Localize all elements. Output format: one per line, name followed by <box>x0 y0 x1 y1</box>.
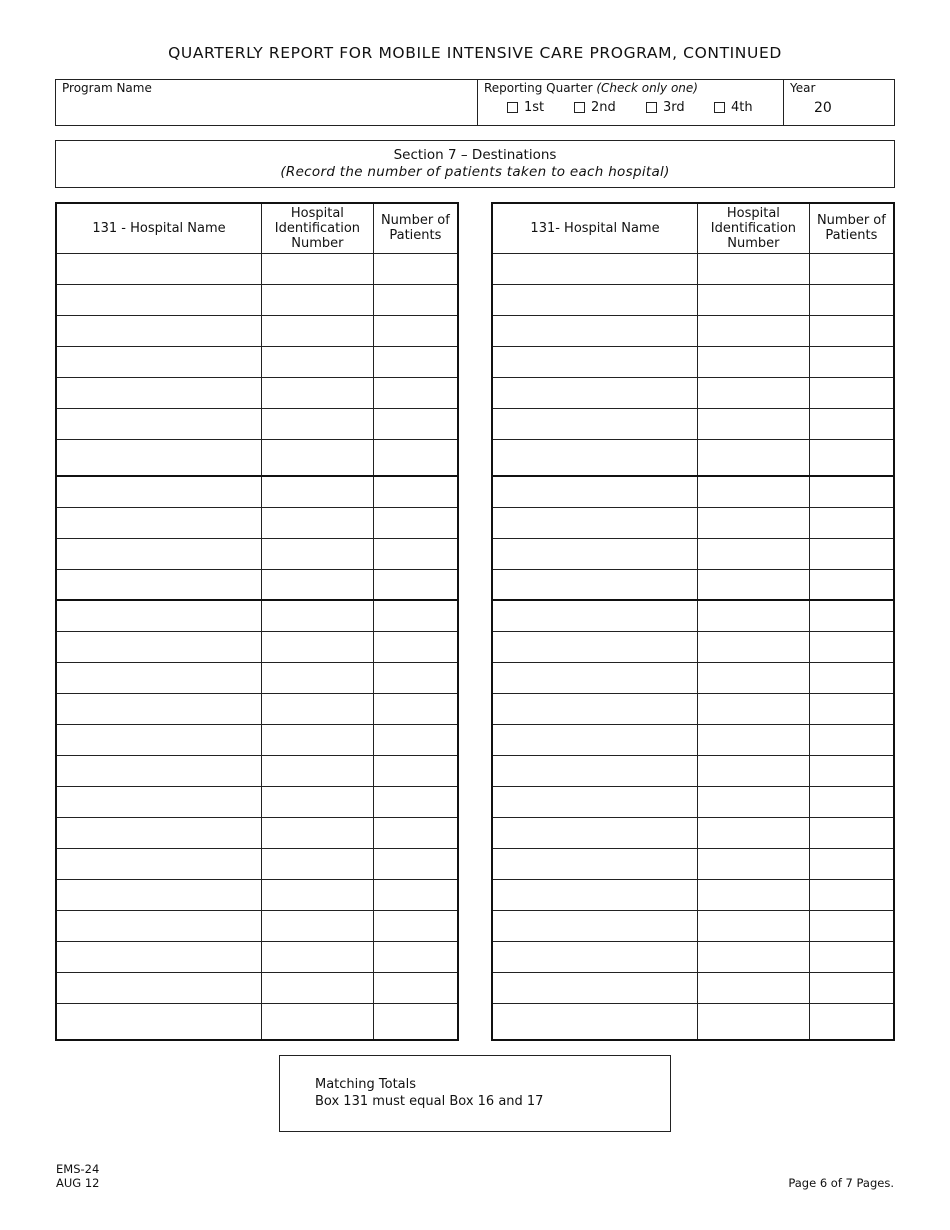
totals-rule: Box 131 must equal Box 16 and 17 <box>315 1094 544 1109</box>
hospital-id-cell[interactable] <box>262 569 374 600</box>
hospital-id-cell[interactable] <box>698 631 810 662</box>
patients-count-cell[interactable] <box>809 600 894 631</box>
quarter-option-1st[interactable]: 1st <box>507 100 544 115</box>
hospital-id-cell[interactable] <box>262 848 374 879</box>
hospital-name-cell[interactable] <box>492 439 698 476</box>
patients-count-cell[interactable] <box>809 693 894 724</box>
hospital-id-cell[interactable] <box>262 755 374 786</box>
table-row <box>56 476 458 507</box>
hospital-name-cell[interactable] <box>492 284 698 315</box>
hospital-name-cell[interactable] <box>56 662 262 693</box>
table-row <box>492 569 894 600</box>
table-row <box>56 253 458 284</box>
program-name-field[interactable] <box>56 80 478 125</box>
checkbox-icon[interactable] <box>714 102 725 113</box>
table-row <box>56 786 458 817</box>
patients-count-cell[interactable] <box>373 910 458 941</box>
form-date: AUG 12 <box>56 1176 100 1190</box>
hospital-name-cell[interactable] <box>56 910 262 941</box>
hospital-name-cell[interactable] <box>492 507 698 538</box>
patients-count-cell[interactable] <box>373 755 458 786</box>
table-row <box>56 662 458 693</box>
hospital-name-cell[interactable] <box>56 507 262 538</box>
hospital-name-cell[interactable] <box>56 848 262 879</box>
patients-count-cell[interactable] <box>373 1003 458 1040</box>
patients-count-cell[interactable] <box>809 662 894 693</box>
hospital-name-cell[interactable] <box>492 1003 698 1040</box>
patients-count-cell[interactable] <box>809 253 894 284</box>
table-row <box>492 724 894 755</box>
table-row <box>492 284 894 315</box>
hospital-id-cell[interactable] <box>698 972 810 1003</box>
hospital-id-cell[interactable] <box>262 631 374 662</box>
table-row <box>492 507 894 538</box>
patients-count-cell[interactable] <box>373 408 458 439</box>
hospital-id-cell[interactable] <box>698 941 810 972</box>
matching-totals-box <box>279 1055 671 1132</box>
table-row <box>56 507 458 538</box>
patients-count-cell[interactable] <box>809 284 894 315</box>
hospital-id-cell[interactable] <box>262 315 374 346</box>
patients-count-cell[interactable] <box>373 315 458 346</box>
hospital-name-cell[interactable] <box>492 315 698 346</box>
year-prefix: 20 <box>814 100 832 116</box>
hospital-name-cell[interactable] <box>56 631 262 662</box>
patients-count-cell[interactable] <box>809 755 894 786</box>
hospital-name-cell[interactable] <box>492 600 698 631</box>
table-row <box>56 284 458 315</box>
hospital-id-cell[interactable] <box>698 724 810 755</box>
hospital-id-cell[interactable] <box>698 284 810 315</box>
hospital-id-cell[interactable] <box>698 377 810 408</box>
hospital-name-cell[interactable] <box>492 941 698 972</box>
hospital-name-cell[interactable] <box>492 724 698 755</box>
hospital-id-cell[interactable] <box>262 253 374 284</box>
column-header-hospital-name: 131 - Hospital Name <box>56 203 262 253</box>
hospital-id-cell[interactable] <box>262 408 374 439</box>
patients-count-cell[interactable] <box>809 848 894 879</box>
hospital-name-cell[interactable] <box>492 786 698 817</box>
hospital-id-cell[interactable] <box>262 662 374 693</box>
table-row <box>56 848 458 879</box>
patients-count-cell[interactable] <box>373 538 458 569</box>
patients-count-cell[interactable] <box>809 408 894 439</box>
hospital-name-cell[interactable] <box>56 600 262 631</box>
patients-count-cell[interactable] <box>809 315 894 346</box>
hospital-id-cell[interactable] <box>698 817 810 848</box>
form-identifier <box>56 1162 99 1190</box>
checkbox-icon[interactable] <box>646 102 657 113</box>
patients-count-cell[interactable] <box>373 724 458 755</box>
table-row <box>492 786 894 817</box>
hospital-id-cell[interactable] <box>698 786 810 817</box>
patients-count-cell[interactable] <box>809 377 894 408</box>
hospital-id-cell[interactable] <box>698 910 810 941</box>
hospital-id-cell[interactable] <box>262 284 374 315</box>
table-row <box>492 848 894 879</box>
year-field[interactable] <box>784 80 895 125</box>
hospital-name-cell[interactable] <box>56 377 262 408</box>
table-row <box>56 408 458 439</box>
table-row <box>492 600 894 631</box>
page-number: Page 6 of 7 Pages. <box>788 1176 894 1190</box>
hospital-name-cell[interactable] <box>56 408 262 439</box>
hospital-id-cell[interactable] <box>262 377 374 408</box>
patients-count-cell[interactable] <box>809 941 894 972</box>
column-header-hospital-id: Hospital Identification Number <box>262 203 374 253</box>
table-row <box>56 724 458 755</box>
table-row <box>56 693 458 724</box>
year-label: Year <box>790 81 816 95</box>
patients-count-cell[interactable] <box>373 693 458 724</box>
patients-count-cell[interactable] <box>809 910 894 941</box>
table-row <box>56 910 458 941</box>
patients-count-cell[interactable] <box>809 786 894 817</box>
hospital-name-cell[interactable] <box>56 941 262 972</box>
destinations-table-right <box>491 202 895 1041</box>
patients-count-cell[interactable] <box>809 879 894 910</box>
table-row <box>492 941 894 972</box>
patients-count-cell[interactable] <box>373 817 458 848</box>
patients-count-cell[interactable] <box>373 879 458 910</box>
patients-count-cell[interactable] <box>373 346 458 377</box>
hospital-id-cell[interactable] <box>262 910 374 941</box>
table-row <box>492 476 894 507</box>
hospital-name-cell[interactable] <box>56 755 262 786</box>
hospital-name-cell[interactable] <box>56 879 262 910</box>
table-row <box>492 315 894 346</box>
hospital-name-cell[interactable] <box>56 476 262 507</box>
hospital-id-cell[interactable] <box>698 755 810 786</box>
hospital-id-cell[interactable] <box>698 315 810 346</box>
table-row <box>56 631 458 662</box>
hospital-name-cell[interactable] <box>56 315 262 346</box>
patients-count-cell[interactable] <box>809 538 894 569</box>
patients-count-cell[interactable] <box>373 284 458 315</box>
table-row <box>492 693 894 724</box>
patients-count-cell[interactable] <box>809 439 894 476</box>
column-header-patients: Number of Patients <box>373 203 458 253</box>
hospital-name-cell[interactable] <box>492 879 698 910</box>
hospital-id-cell[interactable] <box>698 848 810 879</box>
table-row <box>492 817 894 848</box>
hospital-id-cell[interactable] <box>262 817 374 848</box>
hospital-name-cell[interactable] <box>56 817 262 848</box>
hospital-name-cell[interactable] <box>492 408 698 439</box>
hospital-name-cell[interactable] <box>492 346 698 377</box>
table-row <box>492 662 894 693</box>
patients-count-cell[interactable] <box>373 631 458 662</box>
table-row <box>492 538 894 569</box>
hospital-id-cell[interactable] <box>262 972 374 1003</box>
table-row <box>492 631 894 662</box>
hospital-id-cell[interactable] <box>262 724 374 755</box>
hospital-id-cell[interactable] <box>698 879 810 910</box>
hospital-name-cell[interactable] <box>492 662 698 693</box>
table-row <box>56 972 458 1003</box>
hospital-id-cell[interactable] <box>262 693 374 724</box>
section-subtitle: (Record the number of patients taken to each hospital) <box>280 164 670 180</box>
hospital-id-cell[interactable] <box>698 253 810 284</box>
table-row <box>492 408 894 439</box>
hospital-name-cell[interactable] <box>56 346 262 377</box>
hospital-name-cell[interactable] <box>492 538 698 569</box>
hospital-id-cell[interactable] <box>262 879 374 910</box>
table-row <box>56 538 458 569</box>
hospital-name-cell[interactable] <box>56 253 262 284</box>
reporting-quarter-field <box>478 80 784 125</box>
table-row <box>56 879 458 910</box>
patients-count-cell[interactable] <box>373 662 458 693</box>
program-name-label: Program Name <box>62 81 152 95</box>
hospital-name-cell[interactable] <box>56 1003 262 1040</box>
hospital-id-cell[interactable] <box>698 507 810 538</box>
table-row <box>492 439 894 476</box>
hospital-name-cell[interactable] <box>492 848 698 879</box>
hospital-id-cell[interactable] <box>262 786 374 817</box>
quarter-option-3rd[interactable]: 3rd <box>646 100 685 115</box>
table-row <box>56 817 458 848</box>
patients-count-cell[interactable] <box>373 439 458 476</box>
hospital-name-cell[interactable] <box>492 569 698 600</box>
hospital-name-cell[interactable] <box>56 284 262 315</box>
table-row <box>56 439 458 476</box>
section-header <box>55 140 895 188</box>
patients-count-cell[interactable] <box>373 941 458 972</box>
patients-count-cell[interactable] <box>809 724 894 755</box>
table-row <box>492 377 894 408</box>
section-title: Section 7 – Destinations <box>393 147 557 163</box>
hospital-name-cell[interactable] <box>56 724 262 755</box>
hospital-id-cell[interactable] <box>262 1003 374 1040</box>
patients-count-cell[interactable] <box>809 476 894 507</box>
hospital-id-cell[interactable] <box>698 476 810 507</box>
checkbox-icon[interactable] <box>574 102 585 113</box>
patients-count-cell[interactable] <box>809 817 894 848</box>
hospital-id-cell[interactable] <box>262 346 374 377</box>
table-row <box>56 600 458 631</box>
hospital-id-cell[interactable] <box>698 600 810 631</box>
form-number: EMS-24 <box>56 1162 100 1176</box>
hospital-id-cell[interactable] <box>698 439 810 476</box>
patients-count-cell[interactable] <box>373 786 458 817</box>
hospital-id-cell[interactable] <box>698 538 810 569</box>
table-row <box>56 569 458 600</box>
checkbox-icon[interactable] <box>507 102 518 113</box>
column-header-hospital-id: Hospital Identification Number <box>698 203 810 253</box>
hospital-name-cell[interactable] <box>56 538 262 569</box>
hospital-name-cell[interactable] <box>492 631 698 662</box>
patients-count-cell[interactable] <box>373 377 458 408</box>
hospital-name-cell[interactable] <box>56 439 262 476</box>
patients-count-cell[interactable] <box>373 848 458 879</box>
table-row <box>492 346 894 377</box>
table-row <box>492 972 894 1003</box>
table-row <box>492 253 894 284</box>
quarter-option-2nd[interactable]: 2nd <box>574 100 616 115</box>
table-row <box>56 755 458 786</box>
hospital-id-cell[interactable] <box>698 693 810 724</box>
quarter-option-4th[interactable]: 4th <box>714 100 753 115</box>
hospital-name-cell[interactable] <box>492 253 698 284</box>
table-row <box>492 1003 894 1040</box>
patients-count-cell[interactable] <box>373 600 458 631</box>
hospital-id-cell[interactable] <box>262 941 374 972</box>
table-row <box>56 941 458 972</box>
hospital-name-cell[interactable] <box>492 377 698 408</box>
hospital-id-cell[interactable] <box>262 600 374 631</box>
patients-count-cell[interactable] <box>809 972 894 1003</box>
totals-title: Matching Totals <box>315 1077 417 1092</box>
hospital-name-cell[interactable] <box>56 972 262 1003</box>
destinations-table-left <box>55 202 459 1041</box>
patients-count-cell[interactable] <box>373 476 458 507</box>
patients-count-cell[interactable] <box>809 507 894 538</box>
hospital-id-cell[interactable] <box>262 439 374 476</box>
hospital-name-cell[interactable] <box>492 972 698 1003</box>
table-row <box>492 910 894 941</box>
table-row <box>56 346 458 377</box>
table-row <box>492 755 894 786</box>
hospital-name-cell[interactable] <box>56 693 262 724</box>
patients-count-cell[interactable] <box>809 631 894 662</box>
hospital-id-cell[interactable] <box>698 569 810 600</box>
table-row <box>56 315 458 346</box>
patients-count-cell[interactable] <box>809 1003 894 1040</box>
patients-count-cell[interactable] <box>373 253 458 284</box>
hospital-id-cell[interactable] <box>262 538 374 569</box>
table-row <box>56 377 458 408</box>
hospital-id-cell[interactable] <box>262 507 374 538</box>
patients-count-cell[interactable] <box>809 346 894 377</box>
hospital-id-cell[interactable] <box>262 476 374 507</box>
hospital-id-cell[interactable] <box>698 1003 810 1040</box>
patients-count-cell[interactable] <box>809 569 894 600</box>
page-title: QUARTERLY REPORT FOR MOBILE INTENSIVE CARE PROGRAM, CONTINUED <box>168 44 782 62</box>
hospital-name-cell[interactable] <box>492 910 698 941</box>
hospital-name-cell[interactable] <box>492 693 698 724</box>
column-header-hospital-name: 131- Hospital Name <box>492 203 698 253</box>
patients-count-cell[interactable] <box>373 569 458 600</box>
hospital-name-cell[interactable] <box>492 817 698 848</box>
hospital-name-cell[interactable] <box>492 755 698 786</box>
column-header-patients: Number of Patients <box>809 203 894 253</box>
hospital-id-cell[interactable] <box>698 662 810 693</box>
table-row <box>56 1003 458 1040</box>
hospital-name-cell[interactable] <box>56 569 262 600</box>
table-row <box>492 879 894 910</box>
report-header-box <box>55 79 895 126</box>
patients-count-cell[interactable] <box>373 507 458 538</box>
hospital-name-cell[interactable] <box>56 786 262 817</box>
hospital-id-cell[interactable] <box>698 408 810 439</box>
hospital-name-cell[interactable] <box>492 476 698 507</box>
hospital-id-cell[interactable] <box>698 346 810 377</box>
patients-count-cell[interactable] <box>373 972 458 1003</box>
reporting-quarter-label: Reporting Quarter (Check only one) <box>484 81 698 95</box>
